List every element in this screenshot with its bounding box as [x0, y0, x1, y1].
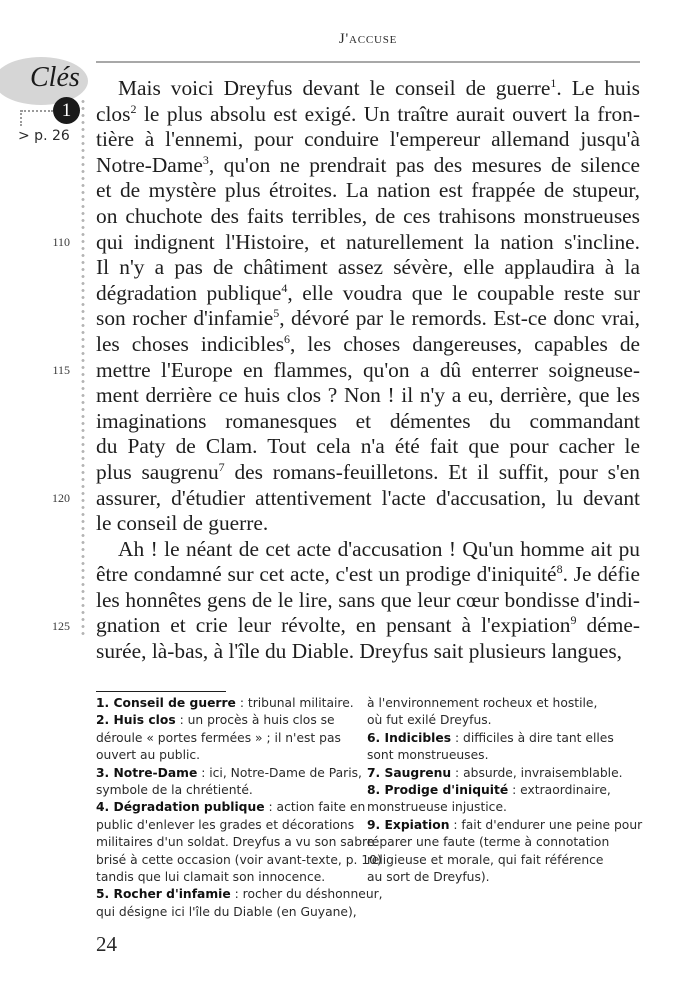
footnote-line: religieuse et morale, qui fait référence: [367, 852, 604, 867]
cles-connector-dots-vertical: [20, 110, 22, 126]
body-line: clos$^2$ le plus absolu est exigé. Un traître aurait ouvert la fron-: [96, 101, 640, 126]
body-line: Ah ! le néant de cet acte d'accusation ! Qu'un homme ait pu: [118, 536, 640, 561]
body-line: assurer, d'étudier attentivement l'acte d'accusation, lu devant: [96, 485, 640, 510]
body-line: le conseil de guerre.: [96, 511, 269, 536]
body-line: les honnêtes gens de le lire, sans que leur cœur bondisse d'indi-: [96, 587, 640, 612]
footnote-term: 2. Huis clos: [96, 713, 176, 728]
footnote-line: 2. Huis clos : un procès à huis clos se: [96, 713, 335, 728]
footnote-ref[interactable]: 3: [202, 152, 209, 167]
footnotes-column-1: [96, 695, 383, 921]
line-number: 120: [52, 491, 70, 505]
footnote-term: 7. Saugrenu: [367, 765, 452, 780]
cles-number-badge: 1: [53, 97, 80, 124]
footnote-term: 3. Notre-Dame: [96, 765, 198, 780]
body-line: Mais voici Dreyfus devant le conseil de guerre$^1$. Le huis: [118, 76, 640, 100]
footnote-ref[interactable]: 6: [284, 331, 291, 346]
line-number: 125: [52, 619, 70, 633]
body-line: on chuchote des faits terribles, de ces trahisons monstrueuses: [96, 203, 640, 228]
footnote-line: 3. Notre-Dame : ici, Notre-Dame de Paris,: [96, 765, 362, 780]
footnote-ref[interactable]: 4: [281, 280, 288, 295]
body-line: Notre-Dame$^3$, qu'on ne prendrait pas des mesures de silence: [96, 152, 640, 177]
footnote-ref[interactable]: 7: [218, 459, 225, 474]
body-line: gnation et crie leur révolte, en pensant à l'expiation$^9$ déme-: [96, 613, 640, 638]
footnote-line: 5. Rocher d'infamie : rocher du déshonneur,: [96, 887, 383, 902]
body-line: surée, là-bas, à l'île du Diable. Dreyfus sait plusieurs langues,: [96, 639, 622, 664]
cles-page-reference[interactable]: > p. 26: [18, 128, 70, 144]
footnote-line: public d'enlever les grades et décorations: [96, 817, 355, 832]
body-line: ment derrière ce huis clos ? Non ! il n'y a eu, derrière, que les: [96, 383, 640, 408]
margin-dotted-rule: [81, 98, 85, 638]
footnote-line: où fut exilé Dreyfus.: [367, 713, 492, 728]
footnote-line: 9. Expiation : fait d'endurer une peine pour: [367, 817, 643, 832]
footnote-line: 6. Indicibles : difficiles à dire tant elles: [367, 730, 614, 745]
footnote-line: 8. Prodige d'iniquité : extraordinaire,: [367, 783, 611, 798]
footnote-ref[interactable]: 8: [556, 562, 563, 577]
footnote-line: au sort de Dreyfus).: [367, 870, 490, 885]
body-line: imaginations romanesques et démentes du commandant: [96, 408, 640, 433]
footnote-line: 7. Saugrenu : absurde, invraisemblable.: [367, 765, 623, 780]
body-text: [96, 76, 640, 665]
footnote-rule: [96, 691, 226, 692]
running-head: J'accuse: [338, 31, 398, 47]
footnote-line: symbole de la chrétienté.: [96, 783, 253, 798]
body-line: plus saugrenu$^7$ des romans-feuilletons. Et il suffit, pour s'en: [96, 459, 640, 484]
body-line: du Paty de Clam. Tout cela n'a été fait que pour cacher le: [96, 434, 640, 459]
header-rule: [96, 61, 640, 63]
body-line: qui indignent l'Histoire, et naturellement la nation s'incline.: [96, 229, 640, 254]
footnote-term: 4. Dégradation publique: [96, 800, 265, 815]
footnote-ref[interactable]: 9: [570, 613, 577, 628]
footnote-line: monstrueuse injustice.: [367, 800, 507, 815]
footnote-term: 6. Indicibles: [367, 730, 452, 745]
body-line: les choses indicibles$^6$, les choses dangereuses, capables de: [96, 331, 641, 356]
body-line: être condamné sur cet acte, c'est un prodige d'iniquité$^8$. Je défie: [96, 562, 640, 587]
footnote-term: 5. Rocher d'infamie: [96, 887, 231, 902]
footnote-line: brisé à cette occasion (voir avant-texte, p. 10): [96, 852, 382, 867]
line-number: 115: [52, 363, 70, 377]
footnote-line: 4. Dégradation publique : action faite en: [96, 800, 366, 815]
body-line: tière à l'ennemi, pour conduire l'empereur allemand jusqu'à: [96, 127, 640, 152]
footnotes-column-2: [367, 695, 642, 886]
footnote-term: 8. Prodige d'iniquité: [367, 783, 509, 798]
page-number: 24: [96, 932, 117, 956]
footnote-ref[interactable]: 2: [130, 101, 137, 116]
footnote-line: réparer une faute (terme à connotation: [367, 835, 610, 850]
footnote-line: à l'environnement rocheux et hostile,: [367, 696, 598, 710]
footnote-ref[interactable]: 5: [273, 306, 280, 321]
cles-connector-dots: [21, 110, 53, 112]
footnote-term: 9. Expiation: [367, 817, 450, 832]
line-number: 110: [52, 235, 70, 249]
footnote-ref[interactable]: 1: [550, 76, 557, 90]
footnote-line: tandis que lui clamait son innocence.: [96, 870, 326, 885]
footnote-line: qui désigne ici l'île du Diable (en Guyane),: [96, 904, 357, 919]
body-line: son rocher d'infamie$^5$, dévoré par le remords. Est-ce donc vrai,: [96, 306, 640, 331]
cles-label: Clés: [30, 62, 80, 93]
footnote-line: 1. Conseil de guerre : tribunal militaire.: [96, 696, 354, 710]
body-line: et de mystère plus étroites. La nation est frappée de stupeur,: [96, 178, 640, 203]
body-line: dégradation publique$^4$, elle voudra que le coupable reste sur: [96, 280, 640, 305]
footnote-term: 1. Conseil de guerre: [96, 696, 236, 710]
body-line: Il n'y a pas de châtiment assez sévère, elle applaudira à la: [96, 255, 640, 280]
footnote-line: militaires d'un soldat. Dreyfus a vu son sabre: [96, 835, 375, 850]
footnote-line: sont monstrueuses.: [367, 748, 489, 763]
body-line: mettre l'Europe en flammes, qu'on a dû enterrer soigneuse-: [96, 357, 640, 382]
footnote-line: déroule « portes fermées » ; il n'est pas: [96, 730, 341, 745]
footnote-line: ouvert au public.: [96, 748, 201, 763]
